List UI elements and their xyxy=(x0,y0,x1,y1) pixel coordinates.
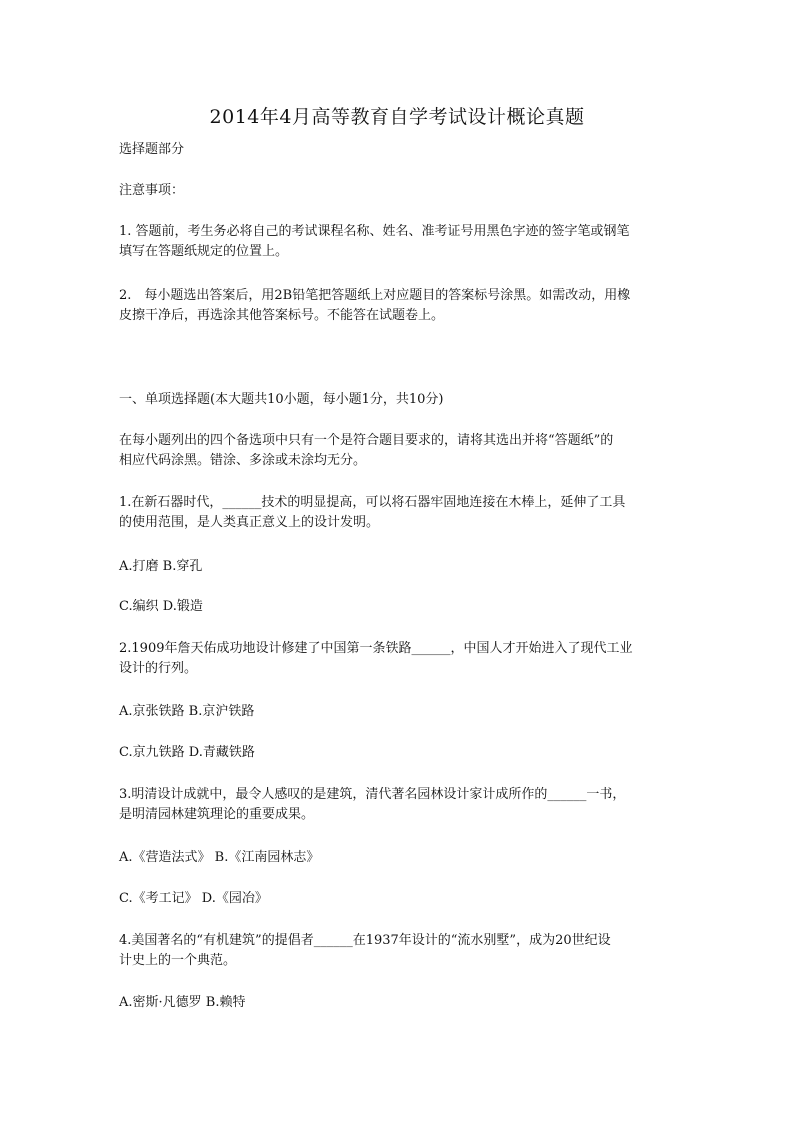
notice-2-line-2: 皮擦干净后，再选涂其他答案标号。不能答在试题卷上。 xyxy=(119,308,445,323)
question-4-line-1: 4.美国著名的“有机建筑”的提倡者______在1937年设计的“流水别墅”，成为20世纪设 xyxy=(119,933,611,948)
question-1-line-1: 1.在新石器时代，______技术的明显提高，可以将石器牢固地连接在木棒上，延伸了工具 xyxy=(119,495,626,510)
question-4-options-ab: A.密斯·凡德罗 B.赖特 xyxy=(119,995,246,1010)
question-2-options-cd: C.京九铁路 D.青藏铁路 xyxy=(119,745,255,760)
notice-heading: 注意事项： xyxy=(119,183,185,198)
question-1-line-2: 的使用范围，是人类真正意义上的设计发明。 xyxy=(119,515,380,530)
question-3-line-1: 3.明清设计成就中，最令人感叹的是建筑，清代著名园林设计家计成所作的______一书， xyxy=(119,787,626,802)
question-3-options-ab: A.《营造法式》 B.《江南园林志》 xyxy=(119,850,320,865)
notice-2-line-1: 2. 每小题选出答案后，用2B铅笔把答题纸上对应题目的答案标号涂黑。如需改动，用橡 xyxy=(119,288,631,303)
document-title: 2014年4月高等教育自学考试设计概论真题 xyxy=(209,106,585,128)
notice-1-line-1: 1. 答题前，考生务必将自己的考试课程名称、姓名、准考证号用黑色字迹的签字笔或钢笔 xyxy=(119,224,630,239)
instruction-line-1: 在每小题列出的四个备选项中只有一个是符合题目要求的，请将其选出并将“答题纸”的 xyxy=(119,433,614,448)
question-3-options-cd: C.《考工记》 D.《园冶》 xyxy=(119,891,268,906)
question-1-options-cd: C.编织 D.锻造 xyxy=(119,599,203,614)
question-4-line-2: 计史上的一个典范。 xyxy=(119,953,237,968)
question-1-options-ab: A.打磨 B.穿孔 xyxy=(119,559,203,574)
question-2-options-ab: A.京张铁路 B.京沪铁路 xyxy=(119,704,255,719)
section-label: 选择题部分 xyxy=(119,142,185,157)
question-2-line-2: 设计的行列。 xyxy=(119,661,198,676)
question-3-line-2: 是明清园林建筑理论的重要成果。 xyxy=(119,807,315,822)
part-heading: 一、单项选择题(本大题共10小题，每小题1分，共10分) xyxy=(119,392,444,407)
question-2-line-1: 2.1909年詹天佑成功地设计修建了中国第一条铁路______，中国人才开始进入了现代工业 xyxy=(119,641,633,656)
instruction-line-2: 相应代码涂黑。错涂、多涂或未涂均无分。 xyxy=(119,453,367,468)
notice-1-line-2: 填写在答题纸规定的位置上。 xyxy=(119,244,289,259)
